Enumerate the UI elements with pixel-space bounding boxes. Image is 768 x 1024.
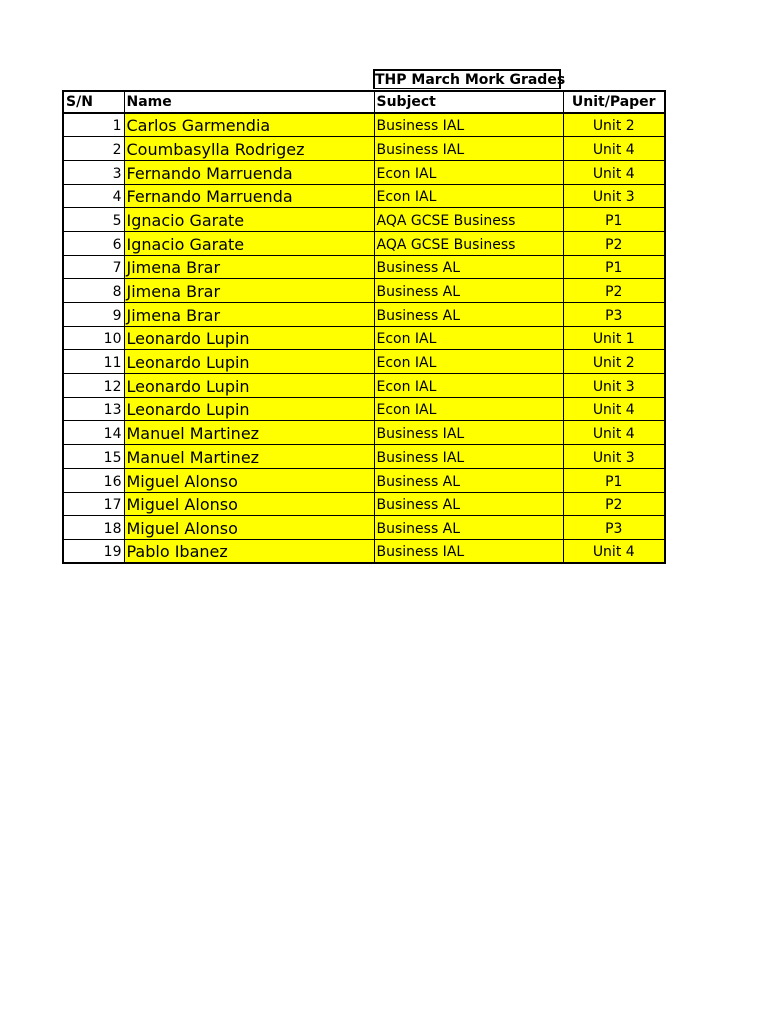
table-row [63, 374, 665, 398]
row-sn-cell[interactable]: 2 [63, 137, 124, 161]
header-subject: Subject [374, 91, 563, 113]
row-sn-cell[interactable]: 3 [63, 160, 124, 184]
table-row [63, 445, 665, 469]
table-row [63, 160, 665, 184]
row-name-cell[interactable]: Miguel Alonso [124, 468, 374, 492]
row-subject-cell[interactable]: Business IAL [374, 445, 563, 469]
row-unit-cell[interactable]: P1 [563, 208, 665, 232]
row-unit-cell[interactable]: P2 [563, 492, 665, 516]
row-unit-cell[interactable]: P3 [563, 516, 665, 540]
header-sn: S/N [63, 91, 124, 113]
row-unit-cell[interactable]: Unit 2 [563, 113, 665, 137]
row-unit-cell[interactable]: Unit 4 [563, 397, 665, 421]
row-sn-cell[interactable]: 7 [63, 255, 124, 279]
sheet-title: THP March Mork Grades [375, 72, 566, 88]
row-unit-cell[interactable]: Unit 4 [563, 137, 665, 161]
row-subject-cell[interactable]: AQA GCSE Business [374, 231, 563, 255]
row-sn-cell[interactable]: 13 [63, 397, 124, 421]
row-subject-cell[interactable]: Business AL [374, 492, 563, 516]
row-name-cell[interactable]: Fernando Marruenda [124, 184, 374, 208]
row-subject-cell[interactable]: Econ IAL [374, 374, 563, 398]
row-unit-cell[interactable]: P1 [563, 255, 665, 279]
table-row [63, 421, 665, 445]
header-unit: Unit/Paper [563, 91, 665, 113]
row-subject-cell[interactable]: Business AL [374, 516, 563, 540]
row-subject-cell[interactable]: Business IAL [374, 421, 563, 445]
row-unit-cell[interactable]: Unit 3 [563, 445, 665, 469]
row-unit-cell[interactable]: Unit 3 [563, 184, 665, 208]
row-name-cell[interactable]: Jimena Brar [124, 303, 374, 327]
row-subject-cell[interactable]: AQA GCSE Business [374, 208, 563, 232]
table-row [63, 279, 665, 303]
row-name-cell[interactable]: Miguel Alonso [124, 516, 374, 540]
row-sn-cell[interactable]: 16 [63, 468, 124, 492]
row-subject-cell[interactable]: Econ IAL [374, 184, 563, 208]
row-name-cell[interactable]: Jimena Brar [124, 255, 374, 279]
row-unit-cell[interactable]: Unit 1 [563, 326, 665, 350]
row-unit-cell[interactable]: P3 [563, 303, 665, 327]
row-subject-cell[interactable]: Business AL [374, 303, 563, 327]
table-row [63, 468, 665, 492]
table-row [63, 516, 665, 540]
row-name-cell[interactable]: Ignacio Garate [124, 208, 374, 232]
row-name-cell[interactable]: Pablo Ibanez [124, 539, 374, 563]
table-row [63, 303, 665, 327]
row-unit-cell[interactable]: Unit 4 [563, 160, 665, 184]
header-name: Name [124, 91, 374, 113]
row-unit-cell[interactable]: P2 [563, 231, 665, 255]
row-sn-cell[interactable]: 11 [63, 350, 124, 374]
row-name-cell[interactable]: Leonardo Lupin [124, 326, 374, 350]
grades-table [62, 90, 666, 564]
row-sn-cell[interactable]: 19 [63, 539, 124, 563]
row-name-cell[interactable]: Manuel Martinez [124, 421, 374, 445]
header-row [63, 91, 665, 113]
row-subject-cell[interactable]: Econ IAL [374, 160, 563, 184]
row-unit-cell[interactable]: P1 [563, 468, 665, 492]
row-name-cell[interactable]: Manuel Martinez [124, 445, 374, 469]
row-name-cell[interactable]: Carlos Garmendia [124, 113, 374, 137]
row-sn-cell[interactable]: 6 [63, 231, 124, 255]
row-subject-cell[interactable]: Econ IAL [374, 350, 563, 374]
row-subject-cell[interactable]: Business AL [374, 468, 563, 492]
row-sn-cell[interactable]: 9 [63, 303, 124, 327]
row-sn-cell[interactable]: 14 [63, 421, 124, 445]
row-subject-cell[interactable]: Econ IAL [374, 397, 563, 421]
row-subject-cell[interactable]: Business AL [374, 255, 563, 279]
row-sn-cell[interactable]: 15 [63, 445, 124, 469]
table-row [63, 397, 665, 421]
row-subject-cell[interactable]: Business AL [374, 279, 563, 303]
row-sn-cell[interactable]: 8 [63, 279, 124, 303]
row-unit-cell[interactable]: P2 [563, 279, 665, 303]
row-unit-cell[interactable]: Unit 3 [563, 374, 665, 398]
row-sn-cell[interactable]: 4 [63, 184, 124, 208]
row-name-cell[interactable]: Leonardo Lupin [124, 374, 374, 398]
table-row [63, 137, 665, 161]
table-body [63, 113, 665, 563]
row-name-cell[interactable]: Ignacio Garate [124, 231, 374, 255]
row-sn-cell[interactable]: 17 [63, 492, 124, 516]
row-sn-cell[interactable]: 10 [63, 326, 124, 350]
row-subject-cell[interactable]: Business IAL [374, 539, 563, 563]
row-name-cell[interactable]: Miguel Alonso [124, 492, 374, 516]
row-sn-cell[interactable]: 12 [63, 374, 124, 398]
row-unit-cell[interactable]: Unit 4 [563, 539, 665, 563]
table-row [63, 113, 665, 137]
table-row [63, 350, 665, 374]
row-name-cell[interactable]: Fernando Marruenda [124, 160, 374, 184]
row-subject-cell[interactable]: Econ IAL [374, 326, 563, 350]
row-sn-cell[interactable]: 5 [63, 208, 124, 232]
table-row [63, 326, 665, 350]
table-row [63, 184, 665, 208]
row-sn-cell[interactable]: 1 [63, 113, 124, 137]
table-row [63, 492, 665, 516]
row-name-cell[interactable]: Leonardo Lupin [124, 350, 374, 374]
table-row [63, 255, 665, 279]
table-row [63, 231, 665, 255]
table-row [63, 539, 665, 563]
table-row [63, 208, 665, 232]
row-unit-cell[interactable]: Unit 2 [563, 350, 665, 374]
row-unit-cell[interactable]: Unit 4 [563, 421, 665, 445]
row-name-cell[interactable]: Jimena Brar [124, 279, 374, 303]
row-name-cell[interactable]: Leonardo Lupin [124, 397, 374, 421]
row-name-cell[interactable]: Coumbasylla Rodrigez [124, 137, 374, 161]
row-subject-cell[interactable]: Business IAL [374, 113, 563, 137]
row-sn-cell[interactable]: 18 [63, 516, 124, 540]
row-subject-cell[interactable]: Business IAL [374, 137, 563, 161]
